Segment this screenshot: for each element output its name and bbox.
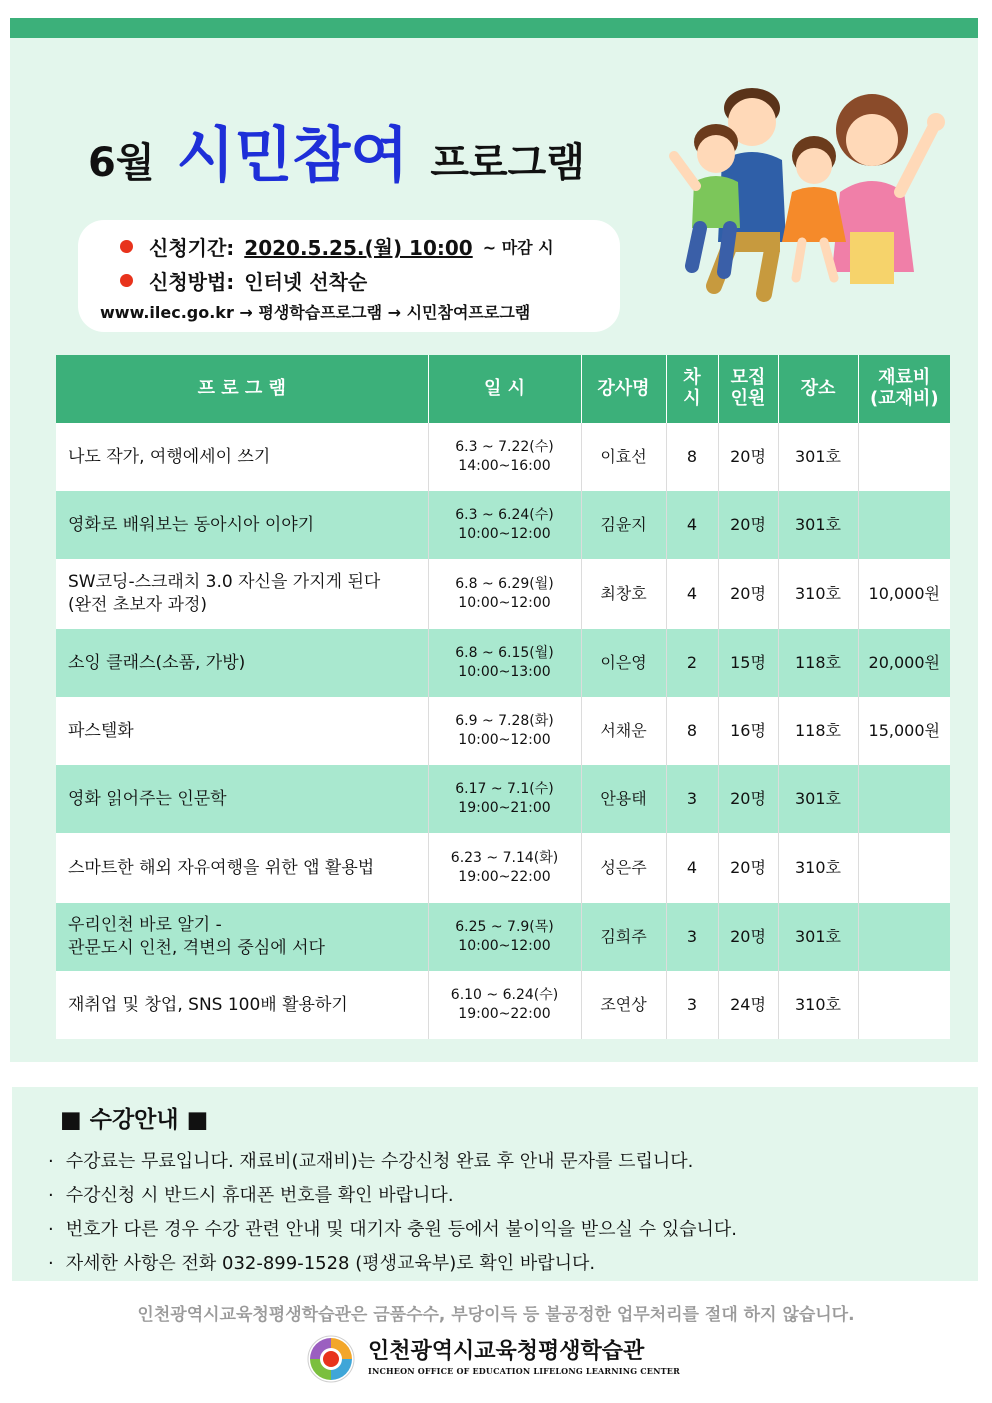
- program-name-cell: [56, 765, 428, 833]
- capacity-cell: 16명: [718, 697, 778, 765]
- sessions-cell: 4: [666, 833, 718, 903]
- list-item: · 자세한 사항은 전화 032-899-1528 (평생교육부)로 확인 바랍니다.: [48, 1251, 737, 1285]
- fee-cell: [858, 971, 950, 1039]
- schedule-date: 6.3 ~ 6.24(수): [455, 507, 554, 524]
- instructor-cell: 안용태: [581, 765, 666, 833]
- instructor-cell: 최창호: [581, 559, 666, 629]
- schedule-date: 6.25 ~ 7.9(목): [455, 919, 554, 936]
- schedule-cell: [428, 833, 581, 903]
- place-cell: 310호: [778, 971, 858, 1039]
- sessions-cell: 3: [666, 903, 718, 971]
- place-cell: 301호: [778, 765, 858, 833]
- program-name: 소잉 클래스(소품, 가방): [68, 652, 246, 673]
- schedule-time: 14:00~16:00: [458, 458, 551, 474]
- program-name: SW코딩-스크래치 3.0 자신을 가지게 된다: [68, 572, 381, 593]
- program-name: 재취업 및 창업, SNS 100배 활용하기: [68, 994, 348, 1015]
- header-instructor: 강사명: [581, 355, 666, 423]
- header-schedule: 일 시: [428, 355, 581, 423]
- instructor-cell: 서채운: [581, 697, 666, 765]
- place-cell: 301호: [778, 423, 858, 491]
- period-date: 2020.5.25.(월) 10:00: [244, 236, 473, 260]
- header-fee: 재료비 (교재비): [858, 355, 950, 423]
- program-name-cell: [56, 491, 428, 559]
- instructor-cell: 김희주: [581, 903, 666, 971]
- instructor-cell: 이효선: [581, 423, 666, 491]
- program-name-cell: [56, 697, 428, 765]
- instructor-cell: 조연상: [581, 971, 666, 1039]
- program-name: 우리인천 바로 알기 -: [68, 915, 222, 936]
- schedule-date: 6.8 ~ 6.15(월): [455, 645, 554, 662]
- schedule-cell: [428, 971, 581, 1039]
- table-row: [56, 491, 950, 559]
- organization-name: 인천광역시교육청평생학습관: [368, 1339, 645, 1364]
- capacity-cell: 15명: [718, 629, 778, 697]
- application-period: [120, 232, 554, 261]
- schedule-time: 10:00~12:00: [458, 732, 551, 748]
- fee-cell: 20,000원: [858, 629, 950, 697]
- instructor-cell: 성은주: [581, 833, 666, 903]
- footer-organization: [306, 1332, 680, 1384]
- method-value: 인터넷 선착순: [244, 270, 368, 294]
- method-label: 신청방법:: [149, 270, 235, 294]
- program-name-cell: [56, 903, 428, 971]
- schedule-time: 10:00~13:00: [458, 664, 551, 680]
- schedule-date: 6.17 ~ 7.1(수): [455, 781, 554, 798]
- schedule-cell: [428, 491, 581, 559]
- title-main: 시민참여: [176, 121, 409, 191]
- place-cell: 118호: [778, 629, 858, 697]
- schedule-cell: [428, 903, 581, 971]
- application-info-box: [78, 220, 620, 332]
- capacity-cell: 20명: [718, 559, 778, 629]
- table-row: [56, 559, 950, 629]
- place-cell: 118호: [778, 697, 858, 765]
- schedule-time: 10:00~12:00: [458, 595, 551, 611]
- place-cell: 310호: [778, 833, 858, 903]
- sessions-cell: 2: [666, 629, 718, 697]
- schedule-cell: [428, 697, 581, 765]
- header-program: 프 로 그 램: [56, 355, 428, 423]
- list-item: · 수강료는 무료입니다. 재료비(교재비)는 수강신청 완료 후 안내 문자를 드립니다.: [48, 1149, 737, 1183]
- table-row: [56, 629, 950, 697]
- program-name: 스마트한 해외 자유여행을 위한 앱 활용법: [68, 857, 375, 878]
- fee-cell: [858, 491, 950, 559]
- program-name-sub: 관문도시 인천, 격변의 중심에 서다: [68, 938, 325, 958]
- notice-list: [48, 1149, 737, 1285]
- sessions-cell: 3: [666, 971, 718, 1039]
- program-name-cell: [56, 971, 428, 1039]
- capacity-cell: 20명: [718, 833, 778, 903]
- sessions-cell: 4: [666, 559, 718, 629]
- table-row: [56, 423, 950, 491]
- schedule-cell: [428, 629, 581, 697]
- place-cell: 301호: [778, 491, 858, 559]
- instructor-cell: 김윤지: [581, 491, 666, 559]
- program-name: 파스텔화: [68, 720, 134, 741]
- table-header-row: [56, 355, 950, 423]
- schedule-date: 6.23 ~ 7.14(화): [450, 850, 559, 867]
- course-notice-section: [12, 1087, 978, 1281]
- organization-english-name: INCHEON OFFICE OF EDUCATION LIFELONG LEARNING CENTER: [368, 1366, 680, 1376]
- schedule-date: 6.10 ~ 6.24(수): [450, 987, 559, 1004]
- title-program: 프로그램: [430, 140, 585, 186]
- fee-cell: [858, 833, 950, 903]
- header-place: 장소: [778, 355, 858, 423]
- schedule-date: 6.9 ~ 7.28(화): [455, 713, 554, 730]
- capacity-cell: 20명: [718, 423, 778, 491]
- list-item: · 수강신청 시 반드시 휴대폰 번호를 확인 바랍니다.: [48, 1183, 737, 1217]
- sessions-cell: 8: [666, 697, 718, 765]
- capacity-cell: 20명: [718, 491, 778, 559]
- bullet-dot-icon: [120, 274, 133, 287]
- application-method: [120, 266, 367, 295]
- sessions-cell: 4: [666, 491, 718, 559]
- place-cell: 301호: [778, 903, 858, 971]
- schedule-time: 10:00~12:00: [458, 938, 551, 954]
- schedule-cell: [428, 765, 581, 833]
- fee-cell: [858, 423, 950, 491]
- capacity-cell: 20명: [718, 903, 778, 971]
- top-accent-bar: [10, 18, 978, 38]
- sessions-cell: 3: [666, 765, 718, 833]
- program-name-cell: [56, 423, 428, 491]
- program-name-cell: [56, 833, 428, 903]
- table-row: [56, 833, 950, 903]
- bullet-dot-icon: [120, 240, 133, 253]
- place-cell: 310호: [778, 559, 858, 629]
- schedule-time: 19:00~22:00: [458, 1006, 551, 1022]
- fee-cell: 10,000원: [858, 559, 950, 629]
- table-row: [56, 765, 950, 833]
- application-path[interactable]: www.ilec.go.kr → 평생학습프로그램 → 시민참여프로그램: [100, 303, 531, 322]
- fee-cell: [858, 765, 950, 833]
- program-name: 영화로 배워보는 동아시아 이야기: [68, 514, 315, 535]
- page-title: [88, 108, 585, 191]
- schedule-time: 19:00~21:00: [458, 800, 551, 816]
- capacity-cell: 24명: [718, 971, 778, 1039]
- period-tail: ~ 마감 시: [482, 238, 554, 257]
- program-name-cell: [56, 629, 428, 697]
- table-row: [56, 971, 950, 1039]
- program-name-sub: (완전 초보자 과정): [68, 595, 208, 615]
- schedule-cell: [428, 423, 581, 491]
- program-name: 영화 읽어주는 인문학: [68, 788, 227, 809]
- header-capacity: 모집 인원: [718, 355, 778, 423]
- header-sessions: 차 시: [666, 355, 718, 423]
- schedule-time: 19:00~22:00: [458, 869, 551, 885]
- fee-cell: [858, 903, 950, 971]
- table-row: [56, 903, 950, 971]
- family-illustration-icon: [664, 82, 954, 308]
- schedule-time: 10:00~12:00: [458, 526, 551, 542]
- period-label: 신청기간:: [149, 236, 235, 260]
- list-item: · 번호가 다른 경우 수강 관련 안내 및 대기자 충원 등에서 불이익을 받으실 수 있습니다.: [48, 1217, 737, 1251]
- title-month: 6월: [88, 140, 155, 186]
- program-name-cell: [56, 559, 428, 629]
- schedule-date: 6.8 ~ 6.29(월): [455, 576, 554, 593]
- program-table: [56, 355, 950, 1039]
- fee-cell: 15,000원: [858, 697, 950, 765]
- organization-logo-icon: [306, 1334, 356, 1384]
- integrity-disclaimer: 인천광역시교육청평생학습관은 금품수수, 부당이득 등 불공정한 업무처리를 절대 하지 않습니다.: [137, 1305, 855, 1325]
- program-name: 나도 작가, 여행에세이 쓰기: [68, 446, 271, 467]
- instructor-cell: 이은영: [581, 629, 666, 697]
- schedule-date: 6.3 ~ 7.22(수): [455, 439, 554, 456]
- notice-title: ■ 수강안내 ■: [60, 1107, 209, 1133]
- table-row: [56, 697, 950, 765]
- sessions-cell: 8: [666, 423, 718, 491]
- capacity-cell: 20명: [718, 765, 778, 833]
- schedule-cell: [428, 559, 581, 629]
